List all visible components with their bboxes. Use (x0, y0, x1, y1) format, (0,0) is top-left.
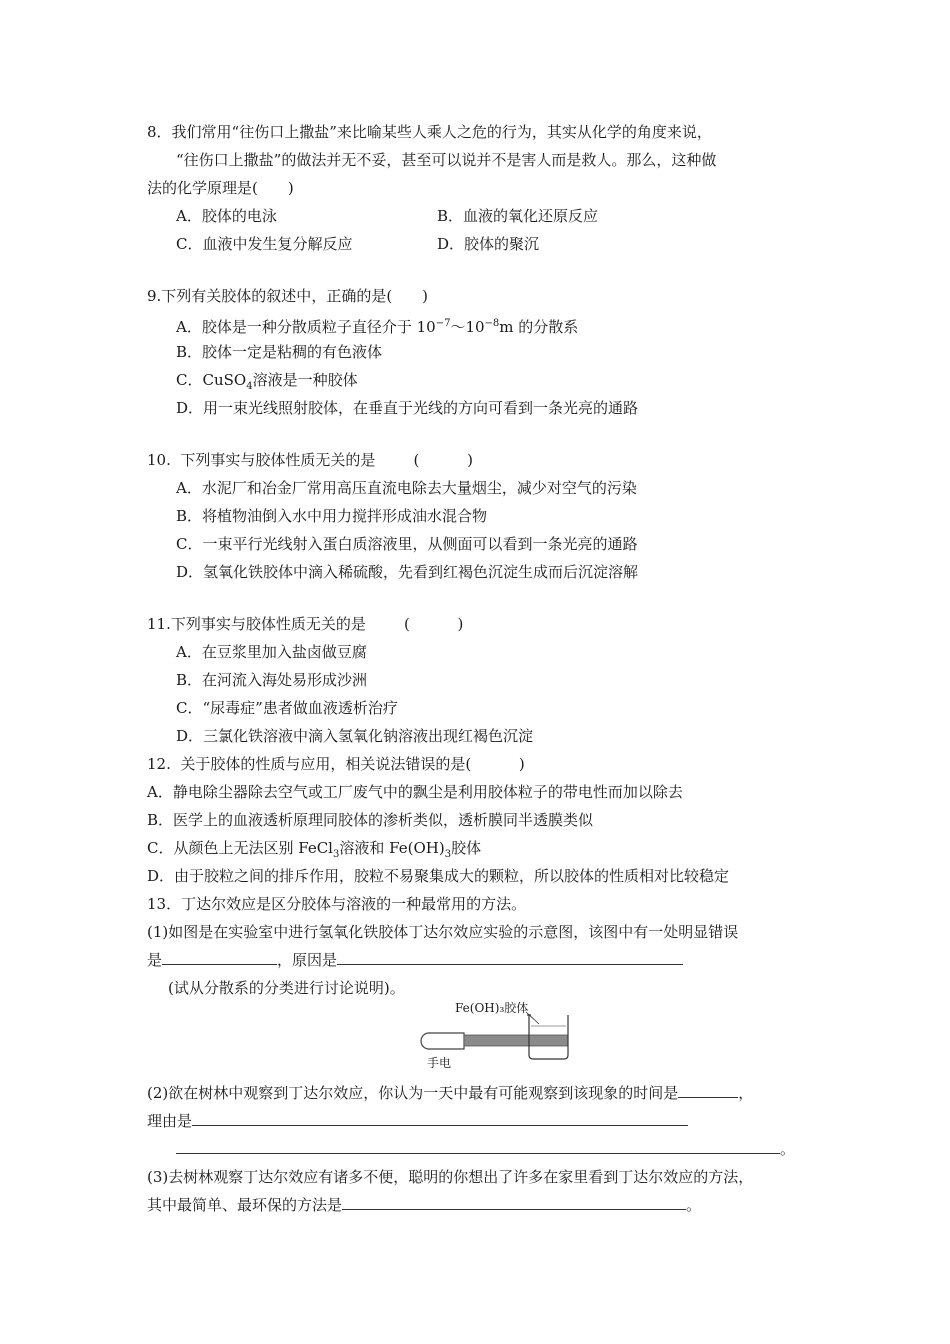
q11-option-c: C．“尿毒症”患者做血液透析治疗 (176, 699, 398, 717)
q13-answer-blank-time[interactable] (678, 1083, 738, 1098)
q12-stem: 12. 关于胶体的性质与应用，相关说法错误的是( ) (147, 755, 525, 773)
q10-option-d: D．氢氧化铁胶体中滴入稀硫酸，先看到红褐色沉淀生成而后沉淀溶解 (176, 563, 639, 581)
q10-stem: 10. 下列事实与胶体性质无关的是 ( ) (147, 451, 473, 469)
q9-option-d: D．用一束光线照射胶体，在垂直于光线的方向可看到一条光亮的通路 (176, 399, 639, 417)
q13-p3-end: 。 (686, 1196, 702, 1214)
q13-p2-comma: ， (738, 1084, 754, 1102)
q12-c-mid: 溶液和 Fe(OH) (339, 839, 445, 857)
q12-option-b: B．医学上的血液透析原理同胶体的渗析类似，透析膜同半透膜类似 (147, 811, 594, 829)
q9-a-exp2: −8 (484, 318, 500, 329)
q11-option-b: B．在河流入海处易形成沙洲 (176, 671, 368, 689)
q9-option-a (176, 314, 578, 337)
q13-answer-blank-method[interactable] (342, 1195, 686, 1210)
q8-stem-line1: 8．我们常用“往伤口上撒盐”来比喻某些人乘人之危的行为，其实从化学的角度来说， (147, 123, 712, 141)
figure-label-colloid: Fe(OH)₃胶体 (455, 1001, 529, 1015)
q13-p2-line1: (2)欲在树林中观察到丁达尔效应，你认为一天中最有可能观察到该现象的时间是 (147, 1084, 679, 1102)
q13-p2-end: 。 (780, 1140, 796, 1158)
q8-option-b: B．血液的氧化还原反应 (437, 207, 599, 225)
q12-c-pre: C．从颜色上无法区别 FeCl (147, 839, 333, 857)
q12-option-a: A．静电除尘器除去空气或工厂废气中的飘尘是利用胶体粒子的带电性而加以除去 (147, 783, 683, 801)
flashlight-body (429, 1033, 464, 1049)
q11-option-d: D．三氯化铁溶液中滴入氢氧化钠溶液出现红褐色沉淀 (176, 727, 534, 745)
q13-part1-line1: (1)如图是在实验室中进行氢氧化铁胶体丁达尔效应实验的示意图，该图中有一处明显错误 (147, 923, 739, 941)
q9-a-exp1: −7 (435, 318, 451, 329)
q13-part2-line1 (147, 1083, 753, 1103)
q13-part3-line2 (147, 1195, 701, 1215)
q9-c-sub: 4 (246, 381, 253, 392)
q8-option-c: C．血液中发生复分解反应 (176, 235, 353, 253)
q9-a-mid: ～10 (450, 318, 485, 336)
q11-option-a: A．在豆浆里加入盐卤做豆腐 (176, 643, 367, 661)
q13-part2-line2 (147, 1111, 688, 1131)
figure-label-flashlight: 手电 (427, 1056, 452, 1070)
q8-option-a: A．胶体的电泳 (176, 207, 277, 225)
q13-part3-line1: (3)去树林观察丁达尔效应有诸多不便，聪明的你想出了许多在家里看到丁达尔效应的方法， (147, 1168, 754, 1186)
q12-c-sub2: 3 (444, 849, 452, 860)
q13-answer-blank-why[interactable] (192, 1111, 688, 1126)
q12-c-post: 胶体 (451, 839, 482, 857)
q10-option-a: A．水泥厂和冶金厂常用高压直流电除去大量烟尘，减少对空气的污染 (176, 479, 637, 497)
q13-answer-blank-error[interactable] (162, 950, 277, 965)
q9-option-b: B．胶体一定是粘稠的有色液体 (176, 343, 383, 361)
q13-answer-blank-reason[interactable] (337, 950, 683, 965)
q8-option-d: D．胶体的聚沉 (437, 235, 540, 253)
q13-part1-note: (试从分散系的分类进行讨论说明)。 (168, 979, 405, 997)
q9-option-c (176, 370, 358, 397)
q13-stem: 13．丁达尔效应是区分胶体与溶液的一种最常用的方法。 (147, 895, 527, 913)
q13-answer-blank-why-cont[interactable] (176, 1139, 780, 1154)
q13-p2-reason: 理由是 (147, 1112, 193, 1130)
q11-stem: 11.下列事实与胶体性质无关的是 ( ) (147, 615, 464, 633)
tyndall-figure (418, 1001, 578, 1074)
q9-stem: 9.下列有关胶体的叙述中，正确的是( ) (147, 287, 429, 305)
q8-stem-line3: 法的化学原理是( ) (147, 179, 294, 197)
q9-a-pre: A．胶体是一种分散质粒子直径介于 10 (176, 318, 436, 336)
q9-c-post: 溶液是一种胶体 (252, 371, 358, 389)
q9-a-post: m 的分散系 (499, 318, 579, 336)
q13-p1-reason: ，原因是 (277, 951, 338, 969)
q8-stem-line2: “往伤口上撒盐”的做法并无不妥，甚至可以说并不是害人而是救人。那么，这种做 (176, 151, 717, 169)
q10-option-b: B．将植物油倒入水中用力搅拌形成油水混合物 (176, 507, 488, 525)
q12-option-d: D．由于胶粒之间的排斥作用，胶粒不易聚集成大的颗粒，所以胶体的性质相对比较稳定 (147, 867, 730, 885)
q12-c-sub1: 3 (333, 849, 340, 860)
q10-option-c: C．一束平行光线射入蛋白质溶液里，从侧面可以看到一条光亮的通路 (176, 535, 638, 553)
q12-option-c (147, 838, 481, 865)
q9-c-pre: C．CuSO (176, 371, 247, 389)
q13-p1-is: 是 (147, 951, 163, 969)
q13-p3-line2: 其中最简单、最环保的方法是 (147, 1196, 343, 1214)
light-beam (464, 1035, 568, 1046)
q13-part2-line3 (176, 1139, 795, 1159)
q13-part1-line2 (147, 950, 683, 970)
